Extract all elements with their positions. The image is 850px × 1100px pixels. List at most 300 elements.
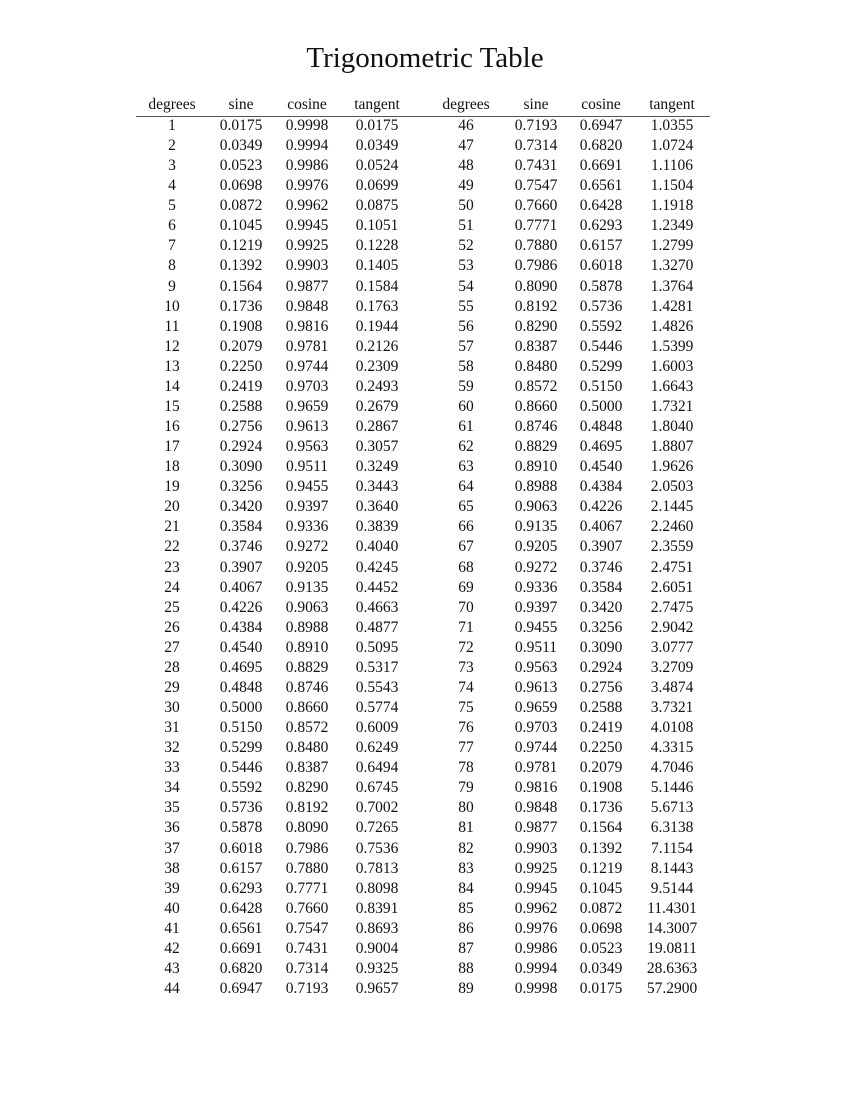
cell-tangent: 0.3443	[355, 478, 399, 496]
cell-cosine: 0.6820	[579, 137, 623, 155]
cell-degrees: 83	[458, 859, 474, 877]
cell-sine: 0.4067	[219, 578, 263, 596]
cell-sine: 0.9336	[514, 578, 558, 596]
cell-sine: 0.7771	[514, 217, 558, 235]
cell-cosine: 0.8988	[285, 618, 329, 636]
cell-cosine: 0.6947	[579, 117, 623, 134]
cell-sine: 0.9397	[514, 598, 558, 616]
cell-degrees: 67	[458, 538, 474, 556]
cell-sine: 0.9976	[514, 919, 558, 937]
cell-degrees: 54	[458, 277, 474, 295]
cell-tangent: 1.1106	[650, 157, 694, 175]
cell-sine: 0.0349	[219, 137, 263, 155]
cell-sine: 0.9563	[514, 658, 558, 676]
cell-degrees: 32	[164, 739, 180, 757]
cell-sine: 0.2419	[219, 377, 263, 395]
cell-sine: 0.9455	[514, 618, 558, 636]
cell-cosine: 0.1045	[579, 879, 623, 897]
cell-cosine: 0.9659	[285, 397, 329, 415]
cell-sine: 0.4540	[219, 638, 263, 656]
header-cosine: cosine	[287, 96, 327, 113]
cell-tangent: 3.4874	[650, 678, 694, 696]
cell-tangent: 0.9325	[355, 959, 399, 977]
cell-cosine: 0.9877	[285, 277, 329, 295]
cell-degrees: 8	[168, 257, 176, 275]
cell-cosine: 0.1564	[579, 819, 623, 837]
cell-degrees: 10	[164, 297, 180, 315]
cell-tangent: 0.0875	[355, 197, 399, 215]
cell-sine: 0.9877	[514, 819, 558, 837]
cell-tangent: 0.0175	[355, 117, 399, 134]
cell-cosine: 0.5878	[579, 277, 623, 295]
cell-tangent: 0.1405	[355, 257, 399, 275]
cell-sine: 0.6561	[219, 919, 263, 937]
cell-cosine: 0.0872	[579, 899, 623, 917]
cell-degrees: 27	[164, 638, 180, 656]
cell-sine: 0.5878	[219, 819, 263, 837]
cell-cosine: 0.8660	[285, 699, 329, 717]
cell-cosine: 0.8746	[285, 678, 329, 696]
cell-degrees: 13	[164, 357, 180, 375]
cell-tangent: 0.5095	[355, 638, 399, 656]
cell-cosine: 0.8480	[285, 739, 329, 757]
cell-tangent: 1.6643	[650, 377, 694, 395]
cell-sine: 0.0698	[219, 177, 263, 195]
cell-tangent: 1.2799	[650, 237, 694, 255]
header-degrees: degrees	[148, 96, 196, 113]
cell-degrees: 6	[168, 217, 176, 235]
cell-cosine: 0.0175	[579, 980, 623, 997]
cell-tangent: 1.1504	[650, 177, 694, 195]
cell-cosine: 0.9925	[285, 237, 329, 255]
cell-tangent: 57.2900	[646, 980, 698, 997]
cell-degrees: 61	[458, 418, 474, 436]
cell-sine: 0.3090	[219, 458, 263, 476]
cell-degrees: 21	[164, 518, 180, 536]
cell-degrees: 85	[458, 899, 474, 917]
cell-sine: 0.9272	[514, 558, 558, 576]
cell-tangent: 5.1446	[650, 779, 694, 797]
cell-cosine: 0.7314	[285, 959, 329, 977]
cell-tangent: 14.3007	[646, 919, 698, 937]
cell-sine: 0.9205	[514, 538, 558, 556]
cell-degrees: 37	[164, 839, 180, 857]
cell-tangent: 5.6713	[650, 799, 694, 817]
cell-tangent: 0.5774	[355, 699, 399, 717]
cell-degrees: 80	[458, 799, 474, 817]
cell-cosine: 0.6561	[579, 177, 623, 195]
cell-sine: 0.1392	[219, 257, 263, 275]
cell-sine: 0.5736	[219, 799, 263, 817]
cell-tangent: 1.0724	[650, 137, 694, 155]
cell-cosine: 0.0698	[579, 919, 623, 937]
cell-tangent: 1.2349	[650, 217, 694, 235]
cell-cosine: 0.3090	[579, 638, 623, 656]
cell-tangent: 2.0503	[650, 478, 694, 496]
cell-sine: 0.3907	[219, 558, 263, 576]
cell-degrees: 49	[458, 177, 474, 195]
cell-cosine: 0.1219	[579, 859, 623, 877]
cell-degrees: 25	[164, 598, 180, 616]
cell-degrees: 31	[164, 719, 180, 737]
cell-degrees: 44	[164, 980, 180, 997]
cell-sine: 0.5299	[219, 739, 263, 757]
cell-cosine: 0.3420	[579, 598, 623, 616]
cell-cosine: 0.8572	[285, 719, 329, 737]
cell-tangent: 0.2126	[355, 337, 399, 355]
cell-cosine: 0.1736	[579, 799, 623, 817]
cell-cosine: 0.9511	[285, 458, 329, 476]
cell-tangent: 1.5399	[650, 337, 694, 355]
cell-sine: 0.2924	[219, 438, 263, 456]
cell-cosine: 0.9703	[285, 377, 329, 395]
cell-sine: 0.7431	[514, 157, 558, 175]
cell-degrees: 72	[458, 638, 474, 656]
cell-degrees: 39	[164, 879, 180, 897]
cell-tangent: 0.0524	[355, 157, 399, 175]
cell-cosine: 0.3907	[579, 538, 623, 556]
cell-degrees: 7	[168, 237, 176, 255]
cell-sine: 0.7547	[514, 177, 558, 195]
cell-cosine: 0.9613	[285, 418, 329, 436]
cell-sine: 0.2588	[219, 397, 263, 415]
cell-tangent: 2.4751	[650, 558, 694, 576]
cell-cosine: 0.7986	[285, 839, 329, 857]
cell-cosine: 0.3746	[579, 558, 623, 576]
cell-cosine: 0.5592	[579, 317, 623, 335]
cell-cosine: 0.4540	[579, 458, 623, 476]
cell-cosine: 0.9994	[285, 137, 329, 155]
cell-degrees: 5	[168, 197, 176, 215]
cell-cosine: 0.1392	[579, 839, 623, 857]
cell-sine: 0.6947	[219, 980, 263, 997]
cell-tangent: 11.4301	[647, 899, 697, 917]
cell-tangent: 2.1445	[650, 498, 694, 516]
cell-sine: 0.3256	[219, 478, 263, 496]
cell-tangent: 0.0349	[355, 137, 399, 155]
cell-cosine: 0.5446	[579, 337, 623, 355]
page-title: Trigonometric Table	[306, 42, 544, 74]
cell-cosine: 0.9272	[285, 538, 329, 556]
cell-degrees: 4	[168, 177, 176, 195]
cell-sine: 0.0175	[219, 117, 263, 134]
cell-degrees: 82	[458, 839, 474, 857]
cell-degrees: 86	[458, 919, 474, 937]
cell-tangent: 0.4663	[355, 598, 399, 616]
cell-cosine: 0.9998	[285, 117, 329, 134]
cell-tangent: 0.1763	[355, 297, 399, 315]
cell-tangent: 0.4877	[355, 618, 399, 636]
cell-tangent: 4.0108	[650, 719, 694, 737]
cell-tangent: 2.3559	[650, 538, 694, 556]
cell-degrees: 84	[458, 879, 474, 897]
cell-degrees: 64	[458, 478, 474, 496]
cell-degrees: 24	[164, 578, 180, 596]
cell-sine: 0.4384	[219, 618, 263, 636]
cell-cosine: 0.5736	[579, 297, 623, 315]
cell-cosine: 0.4384	[579, 478, 623, 496]
cell-degrees: 81	[458, 819, 474, 837]
cell-cosine: 0.5150	[579, 377, 623, 395]
cell-sine: 0.9986	[514, 939, 558, 957]
header-tangent: tangent	[354, 96, 400, 113]
cell-cosine: 0.4226	[579, 498, 623, 516]
cell-cosine: 0.9976	[285, 177, 329, 195]
cell-degrees: 74	[458, 678, 474, 696]
header-sine: sine	[228, 96, 254, 113]
cell-degrees: 28	[164, 658, 180, 676]
cell-cosine: 0.4067	[579, 518, 623, 536]
cell-cosine: 0.9455	[285, 478, 329, 496]
cell-sine: 0.3584	[219, 518, 263, 536]
cell-degrees: 40	[164, 899, 180, 917]
cell-degrees: 48	[458, 157, 474, 175]
cell-sine: 0.9848	[514, 799, 558, 817]
cell-tangent: 0.7813	[355, 859, 399, 877]
cell-cosine: 0.7193	[285, 980, 329, 997]
cell-sine: 0.9135	[514, 518, 558, 536]
cell-tangent: 1.4826	[650, 317, 694, 335]
cell-degrees: 51	[458, 217, 474, 235]
cell-cosine: 0.6018	[579, 257, 623, 275]
cell-sine: 0.2250	[219, 357, 263, 375]
cell-cosine: 0.5000	[579, 397, 623, 415]
cell-tangent: 3.7321	[650, 699, 694, 717]
cell-cosine: 0.8192	[285, 799, 329, 817]
cell-sine: 0.8387	[514, 337, 558, 355]
cell-cosine: 0.7431	[285, 939, 329, 957]
cell-cosine: 0.8090	[285, 819, 329, 837]
cell-tangent: 0.4452	[355, 578, 399, 596]
cell-tangent: 1.9626	[650, 458, 694, 476]
cell-cosine: 0.8829	[285, 658, 329, 676]
cell-tangent: 0.2493	[355, 377, 399, 395]
cell-degrees: 43	[164, 959, 180, 977]
cell-sine: 0.4226	[219, 598, 263, 616]
cell-tangent: 28.6363	[646, 959, 698, 977]
cell-cosine: 0.2419	[579, 719, 623, 737]
cell-cosine: 0.6428	[579, 197, 623, 215]
cell-sine: 0.9744	[514, 739, 558, 757]
cell-cosine: 0.9563	[285, 438, 329, 456]
cell-degrees: 89	[458, 980, 474, 997]
cell-degrees: 59	[458, 377, 474, 395]
cell-tangent: 0.4040	[355, 538, 399, 556]
cell-tangent: 4.3315	[650, 739, 694, 757]
cell-tangent: 0.6745	[355, 779, 399, 797]
cell-cosine: 0.7771	[285, 879, 329, 897]
cell-tangent: 7.1154	[650, 839, 694, 857]
cell-tangent: 8.1443	[650, 859, 694, 877]
cell-degrees: 79	[458, 779, 474, 797]
cell-degrees: 75	[458, 699, 474, 717]
cell-cosine: 0.9816	[285, 317, 329, 335]
cell-sine: 0.9903	[514, 839, 558, 857]
cell-sine: 0.8660	[514, 397, 558, 415]
cell-tangent: 0.6249	[355, 739, 399, 757]
cell-degrees: 66	[458, 518, 474, 536]
cell-tangent: 0.2867	[355, 418, 399, 436]
cell-sine: 0.1908	[219, 317, 263, 335]
cell-cosine: 0.9962	[285, 197, 329, 215]
cell-sine: 0.8090	[514, 277, 558, 295]
cell-degrees: 42	[164, 939, 180, 957]
cell-cosine: 0.3256	[579, 618, 623, 636]
cell-cosine: 0.4695	[579, 438, 623, 456]
cell-degrees: 62	[458, 438, 474, 456]
cell-cosine: 0.9135	[285, 578, 329, 596]
cell-degrees: 29	[164, 678, 180, 696]
cell-tangent: 1.0355	[650, 117, 694, 134]
cell-tangent: 0.7002	[355, 799, 399, 817]
cell-tangent: 0.1944	[355, 317, 399, 335]
cell-degrees: 56	[458, 317, 474, 335]
cell-sine: 0.9703	[514, 719, 558, 737]
cell-sine: 0.5592	[219, 779, 263, 797]
cell-tangent: 6.3138	[650, 819, 694, 837]
cell-cosine: 0.9397	[285, 498, 329, 516]
cell-sine: 0.8988	[514, 478, 558, 496]
cell-sine: 0.9945	[514, 879, 558, 897]
cell-tangent: 0.0699	[355, 177, 399, 195]
cell-cosine: 0.2924	[579, 658, 623, 676]
cell-sine: 0.6820	[219, 959, 263, 977]
cell-cosine: 0.9063	[285, 598, 329, 616]
cell-tangent: 0.1051	[355, 217, 399, 235]
cell-tangent: 0.7265	[355, 819, 399, 837]
cell-sine: 0.1564	[219, 277, 263, 295]
cell-degrees: 71	[458, 618, 474, 636]
cell-degrees: 87	[458, 939, 474, 957]
cell-sine: 0.7880	[514, 237, 558, 255]
cell-tangent: 2.9042	[650, 618, 694, 636]
cell-cosine: 0.8387	[285, 759, 329, 777]
cell-cosine: 0.9744	[285, 357, 329, 375]
cell-sine: 0.6293	[219, 879, 263, 897]
cell-degrees: 68	[458, 558, 474, 576]
cell-tangent: 0.3640	[355, 498, 399, 516]
header-degrees: degrees	[442, 96, 490, 113]
cell-tangent: 1.8040	[650, 418, 694, 436]
cell-tangent: 1.4281	[650, 297, 694, 315]
header-sine: sine	[523, 96, 549, 113]
cell-cosine: 0.7547	[285, 919, 329, 937]
cell-cosine: 0.8290	[285, 779, 329, 797]
cell-degrees: 36	[164, 819, 180, 837]
cell-degrees: 34	[164, 779, 180, 797]
cell-sine: 0.8829	[514, 438, 558, 456]
cell-sine: 0.9962	[514, 899, 558, 917]
cell-degrees: 26	[164, 618, 180, 636]
cell-degrees: 55	[458, 297, 474, 315]
cell-degrees: 1	[168, 117, 176, 134]
cell-cosine: 0.5299	[579, 357, 623, 375]
cell-cosine: 0.9848	[285, 297, 329, 315]
cell-cosine: 0.6157	[579, 237, 623, 255]
cell-sine: 0.9816	[514, 779, 558, 797]
cell-cosine: 0.7660	[285, 899, 329, 917]
cell-degrees: 35	[164, 799, 180, 817]
cell-tangent: 1.6003	[650, 357, 694, 375]
cell-sine: 0.2756	[219, 418, 263, 436]
cell-sine: 0.3746	[219, 538, 263, 556]
cell-cosine: 0.4848	[579, 418, 623, 436]
cell-sine: 0.7986	[514, 257, 558, 275]
cell-tangent: 2.6051	[650, 578, 694, 596]
cell-degrees: 88	[458, 959, 474, 977]
cell-degrees: 76	[458, 719, 474, 737]
cell-degrees: 73	[458, 658, 474, 676]
cell-tangent: 0.9004	[355, 939, 399, 957]
cell-cosine: 0.7880	[285, 859, 329, 877]
cell-sine: 0.9613	[514, 678, 558, 696]
cell-sine: 0.6018	[219, 839, 263, 857]
cell-degrees: 53	[458, 257, 474, 275]
cell-tangent: 0.6009	[355, 719, 399, 737]
cell-sine: 0.8746	[514, 418, 558, 436]
cell-sine: 0.0523	[219, 157, 263, 175]
cell-sine: 0.8910	[514, 458, 558, 476]
cell-sine: 0.5446	[219, 759, 263, 777]
cell-tangent: 0.5543	[355, 678, 399, 696]
cell-degrees: 16	[164, 418, 180, 436]
cell-degrees: 11	[164, 317, 180, 335]
cell-tangent: 0.5317	[355, 658, 399, 676]
cell-tangent: 2.2460	[650, 518, 694, 536]
cell-degrees: 70	[458, 598, 474, 616]
cell-sine: 0.7193	[514, 117, 558, 134]
cell-sine: 0.7314	[514, 137, 558, 155]
cell-tangent: 3.0777	[650, 638, 694, 656]
cell-cosine: 0.9781	[285, 337, 329, 355]
cell-tangent: 1.3764	[650, 277, 694, 295]
cell-degrees: 12	[164, 337, 180, 355]
cell-degrees: 20	[164, 498, 180, 516]
cell-degrees: 46	[458, 117, 474, 134]
cell-degrees: 57	[458, 337, 474, 355]
cell-degrees: 69	[458, 578, 474, 596]
cell-sine: 0.3420	[219, 498, 263, 516]
cell-degrees: 41	[164, 919, 180, 937]
cell-tangent: 19.0811	[647, 939, 697, 957]
cell-sine: 0.6428	[219, 899, 263, 917]
cell-cosine: 0.9336	[285, 518, 329, 536]
cell-sine: 0.8192	[514, 297, 558, 315]
cell-sine: 0.8572	[514, 377, 558, 395]
cell-tangent: 0.3057	[355, 438, 399, 456]
cell-degrees: 15	[164, 397, 180, 415]
cell-cosine: 0.2588	[579, 699, 623, 717]
cell-sine: 0.9659	[514, 699, 558, 717]
cell-sine: 0.8290	[514, 317, 558, 335]
cell-cosine: 0.9986	[285, 157, 329, 175]
cell-tangent: 0.3839	[355, 518, 399, 536]
cell-sine: 0.1045	[219, 217, 263, 235]
cell-cosine: 0.6293	[579, 217, 623, 235]
cell-degrees: 2	[168, 137, 176, 155]
cell-sine: 0.8480	[514, 357, 558, 375]
cell-tangent: 0.2679	[355, 397, 399, 415]
cell-degrees: 19	[164, 478, 180, 496]
cell-degrees: 52	[458, 237, 474, 255]
cell-tangent: 0.3249	[355, 458, 399, 476]
cell-tangent: 1.3270	[650, 257, 694, 275]
cell-cosine: 0.8910	[285, 638, 329, 656]
cell-tangent: 0.9657	[355, 980, 399, 997]
cell-degrees: 63	[458, 458, 474, 476]
cell-degrees: 60	[458, 397, 474, 415]
cell-tangent: 4.7046	[650, 759, 694, 777]
